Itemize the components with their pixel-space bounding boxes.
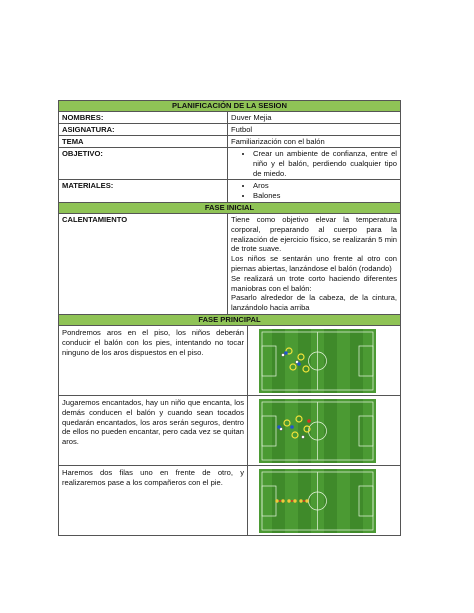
objetivo-item: • Crear un ambiente de confianza, entre el niño y el balón, perdiendo cualquier tipo de miedo. (253, 149, 397, 178)
info-row-tema (59, 136, 400, 148)
materiales-label: MATERIALES: (59, 180, 228, 202)
session-plan-table (58, 100, 401, 536)
activity-text: Pondremos aros en el piso, los niños deberán conducir el balón con los pies, intentando no tocar ninguno de los aros dispuestos en el piso. (59, 326, 248, 395)
calentamiento-text (228, 214, 400, 314)
calentamiento-label: CALENTAMIENTO (59, 214, 228, 314)
materiales-item: • Aros (253, 181, 397, 191)
table-title: PLANIFICACIÓN DE LA SESION (59, 101, 400, 112)
calentamiento-paragraph: Tiene como objetivo elevar la temperatura corporal, preparando al cuerpo para la realización de ejercicio físico, se realizarán 5 min de trote suave. (231, 214, 397, 254)
objetivo-label: OBJETIVO: (59, 148, 228, 179)
materiales-row (59, 180, 400, 203)
activity-diagram (248, 466, 400, 535)
objetivo-row (59, 148, 400, 180)
info-value: Duver Mejia (231, 113, 272, 122)
info-row-asignatura (59, 124, 400, 136)
calentamiento-paragraph: Los niños se sentarán uno frente al otro con piernas abiertas, lanzándose el balón (rodando) (231, 254, 397, 273)
info-label: NOMBRES: (59, 112, 228, 123)
activity-row-3 (59, 466, 400, 535)
objetivo-value (228, 148, 400, 179)
activity-text: Jugaremos encantados, hay un niño que encanta, los demás conducen el balón y cuando sean tocados quedarán encantados, los aros serán seguros, dentro de ellos no pueden encantar, pero cada vez se quitan aros. (59, 396, 248, 465)
soccer-pitch-diagram-tag (259, 399, 376, 463)
info-value: Familiarización con el balón (231, 137, 325, 146)
materiales-value (228, 180, 400, 202)
calentamiento-row (59, 214, 400, 315)
objetivo-list (231, 149, 397, 178)
soccer-pitch-diagram-passing (259, 469, 376, 533)
activity-diagram (248, 326, 400, 395)
activity-row-2 (59, 396, 400, 466)
calentamiento-paragraph: Pasarlo alrededor de la cabeza, de la cintura, lanzándolo hacia arriba (231, 293, 397, 313)
soccer-pitch-diagram-hoops (259, 329, 376, 393)
fase-principal-header: FASE PRINCIPAL (59, 315, 400, 326)
calentamiento-paragraph: Se realizará un trote corto haciendo diferentes maniobras con el balón: (231, 273, 397, 293)
materiales-item: • Balones (253, 191, 397, 201)
materiales-list (231, 181, 397, 201)
info-row-nombres (59, 112, 400, 124)
activity-row-1 (59, 326, 400, 396)
info-value: Futbol (231, 125, 253, 134)
activity-diagram (248, 396, 400, 465)
info-label: TEMA (59, 136, 228, 147)
info-label: ASIGNATURA: (59, 124, 228, 135)
fase-inicial-header: FASE INICIAL (59, 203, 400, 214)
activity-text: Haremos dos filas uno en frente de otro, y realizaremos pase a los compañeros con el pie. (59, 466, 248, 535)
